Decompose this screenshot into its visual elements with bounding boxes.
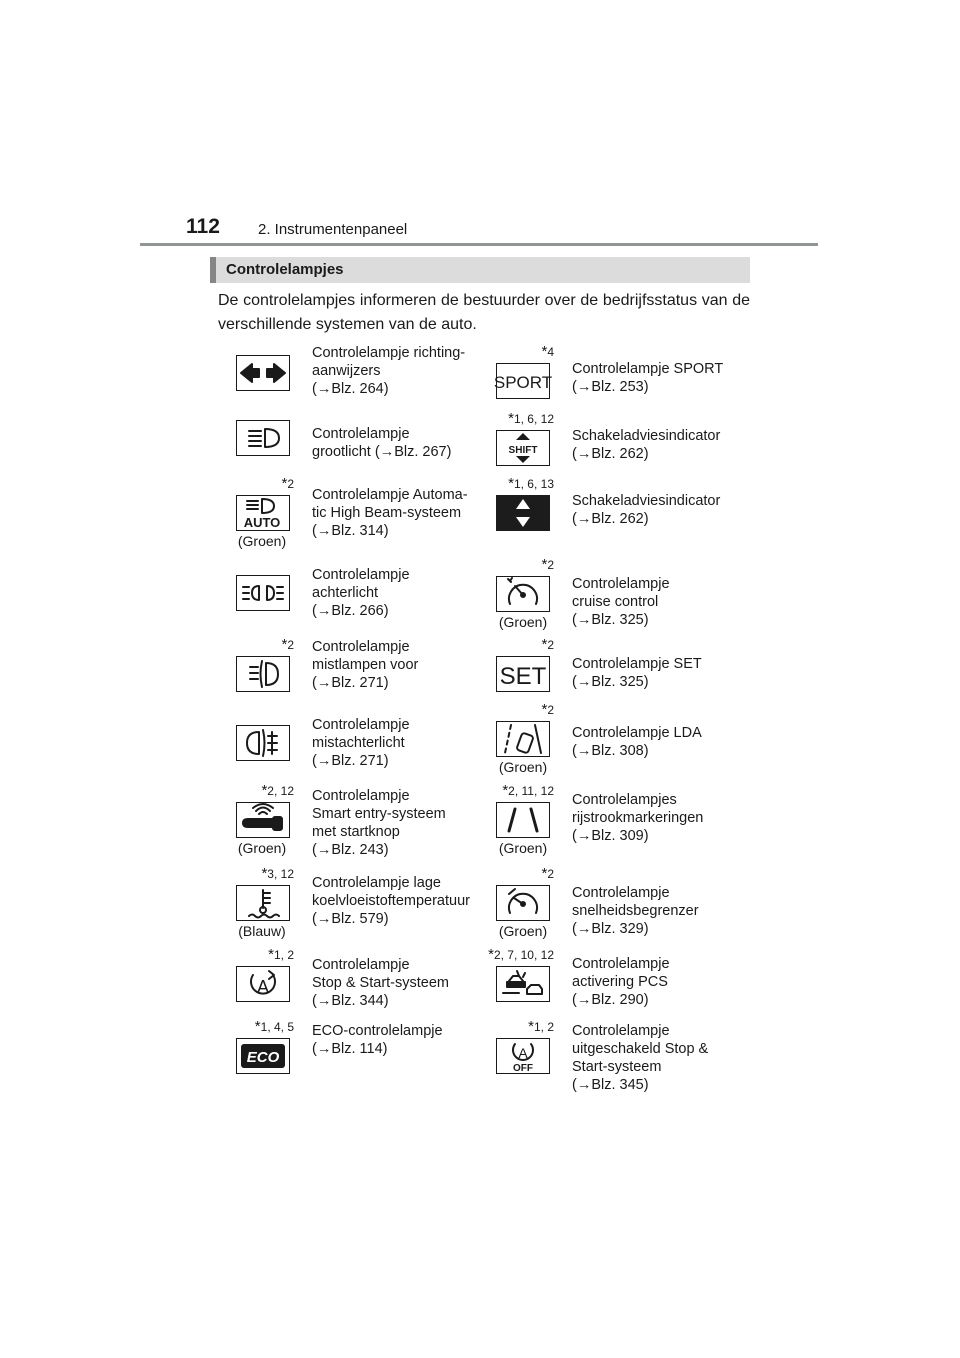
footnote-marker: *2 bbox=[281, 636, 294, 653]
section-title: Controlelampjes bbox=[226, 261, 344, 278]
svg-text:SET: SET bbox=[499, 663, 547, 690]
description-line: Controlelampje bbox=[572, 885, 670, 901]
svg-text:ECO: ECO bbox=[246, 1049, 280, 1066]
description-line: Schakeladviesindicator bbox=[572, 493, 721, 509]
svg-text:OFF: OFF bbox=[513, 1063, 533, 1074]
description-line: (→Blz. 345) bbox=[572, 1077, 649, 1093]
footnote-marker: *2 bbox=[541, 701, 554, 718]
indicator-color-note: (Groen) bbox=[498, 614, 548, 630]
footnote-marker: *2 bbox=[541, 865, 554, 882]
description-line: Controlelampje bbox=[572, 1023, 670, 1039]
svg-text:AUTO: AUTO bbox=[243, 515, 281, 530]
shift-indicator-description bbox=[572, 427, 720, 463]
pcs-indicator bbox=[496, 966, 550, 1002]
header-rule bbox=[140, 243, 818, 246]
cruise-control-icon bbox=[497, 577, 549, 611]
description-line: Start-systeem bbox=[572, 1059, 662, 1075]
tail-light-description bbox=[312, 566, 410, 620]
shift-indicator-dark-indicator bbox=[496, 495, 550, 531]
description-line: uitgeschakeld Stop & bbox=[572, 1041, 709, 1057]
svg-text:SHIFT: SHIFT bbox=[508, 445, 538, 456]
description-line: mistachterlicht bbox=[312, 735, 405, 751]
description-line: rijstrookmarkeringen bbox=[572, 810, 704, 826]
indicator-color-note: (Groen) bbox=[237, 533, 287, 549]
shift-indicator-indicator bbox=[496, 430, 550, 466]
svg-text:A: A bbox=[518, 1045, 528, 1061]
description-line: snelheidsbegrenzer bbox=[572, 903, 699, 919]
footnote-marker: *1, 6, 13 bbox=[508, 475, 554, 492]
footnote-marker: *2, 12 bbox=[261, 782, 294, 799]
eco-description bbox=[312, 1022, 443, 1058]
description-line: Controlelampje bbox=[312, 639, 410, 655]
high-beam-description bbox=[312, 425, 451, 461]
description-line: (→Blz. 325) bbox=[572, 674, 649, 690]
description-line: (→Blz. 243) bbox=[312, 842, 389, 858]
description-line: Controlelampje SET bbox=[572, 656, 702, 672]
description-line: (→Blz. 114) bbox=[312, 1041, 388, 1057]
turn-signal-description bbox=[312, 344, 465, 398]
tail-light-icon bbox=[237, 576, 289, 610]
indicator-color-note: (Groen) bbox=[237, 840, 287, 856]
set-description bbox=[572, 655, 702, 691]
indicator-color-note: (Groen) bbox=[498, 923, 548, 939]
footnote-marker: *3, 12 bbox=[261, 865, 294, 882]
description-line: (→Blz. 344) bbox=[312, 993, 389, 1009]
description-line: Controlelampje lage bbox=[312, 875, 441, 891]
description-line: ECO-controlelampje bbox=[312, 1023, 443, 1039]
section-heading-bar bbox=[210, 257, 750, 283]
description-line: (→Blz. 266) bbox=[312, 603, 389, 619]
footnote-marker: *2, 11, 12 bbox=[502, 782, 554, 799]
footnote-marker: *2 bbox=[541, 636, 554, 653]
auto-high-beam-icon bbox=[237, 496, 289, 530]
turn-signal-icon bbox=[237, 356, 289, 390]
high-beam-icon bbox=[237, 421, 289, 455]
page-number: 112 bbox=[186, 215, 220, 238]
shift-indicator-dark-icon bbox=[497, 496, 549, 530]
turn-signal-indicator bbox=[236, 355, 290, 391]
description-line: Controlelampje bbox=[572, 956, 670, 972]
description-line: (→Blz. 329) bbox=[572, 921, 649, 937]
speed-limiter-icon bbox=[497, 886, 549, 920]
rear-fog-description bbox=[312, 716, 410, 770]
stop-start-icon bbox=[237, 967, 289, 1001]
footnote-marker: *2 bbox=[281, 475, 294, 492]
coolant-temp-indicator bbox=[236, 885, 290, 921]
smart-entry-icon bbox=[237, 803, 289, 837]
smart-entry-indicator bbox=[236, 802, 290, 838]
stop-start-indicator bbox=[236, 966, 290, 1002]
footnote-marker: *1, 2 bbox=[268, 946, 294, 963]
sport-icon bbox=[493, 364, 553, 398]
description-line: Controlelampje bbox=[312, 788, 410, 804]
lda-indicator bbox=[496, 721, 550, 757]
front-fog-description bbox=[312, 638, 418, 692]
coolant-temp-description bbox=[312, 874, 470, 928]
cruise-control-indicator bbox=[496, 576, 550, 612]
svg-text:SPORT: SPORT bbox=[493, 373, 553, 392]
footnote-marker: *1, 6, 12 bbox=[508, 410, 554, 427]
description-line: Controlelampje bbox=[312, 426, 410, 442]
description-line: grootlicht (→Blz. 267) bbox=[312, 444, 452, 460]
lane-markings-icon bbox=[497, 803, 549, 837]
description-line: Controlelampje LDA bbox=[572, 725, 702, 741]
speed-limiter-indicator bbox=[496, 885, 550, 921]
description-line: (→Blz. 262) bbox=[572, 446, 649, 462]
smart-entry-description bbox=[312, 787, 446, 859]
section-accent bbox=[210, 257, 216, 283]
set-icon bbox=[497, 657, 549, 691]
speed-limiter-description bbox=[572, 884, 699, 938]
front-fog-icon bbox=[237, 657, 289, 691]
description-line: Controlelampje bbox=[312, 957, 410, 973]
description-line: achterlicht bbox=[312, 585, 379, 601]
description-line: koelvloeistoftemperatuur bbox=[312, 893, 470, 909]
indicator-color-note: (Blauw) bbox=[238, 923, 286, 939]
description-line: (→Blz. 325) bbox=[572, 612, 649, 628]
sport-indicator bbox=[493, 363, 553, 399]
tail-light-indicator bbox=[236, 575, 290, 611]
lda-description bbox=[572, 724, 702, 760]
footnote-marker: *1, 2 bbox=[528, 1018, 554, 1035]
pcs-description bbox=[572, 955, 670, 1009]
description-line: mistlampen voor bbox=[312, 657, 419, 673]
description-line: cruise control bbox=[572, 594, 659, 610]
description-line: Controlelampje bbox=[312, 717, 410, 733]
set-indicator bbox=[496, 656, 550, 692]
coolant-temp-icon bbox=[237, 886, 289, 920]
description-line: Stop & Start-systeem bbox=[312, 975, 449, 991]
auto-high-beam-description bbox=[312, 486, 468, 540]
chapter-title: 2. Instrumentenpaneel bbox=[258, 221, 408, 238]
description-line: Controlelampjes bbox=[572, 792, 677, 808]
shift-indicator-icon bbox=[497, 431, 549, 465]
description-line: met startknop bbox=[312, 824, 400, 840]
description-line: Controlelampje richting- bbox=[312, 345, 466, 361]
high-beam-indicator bbox=[236, 420, 290, 456]
auto-high-beam-indicator bbox=[236, 495, 290, 531]
stop-start-off-indicator bbox=[496, 1038, 550, 1074]
eco-icon bbox=[237, 1039, 289, 1073]
stop-start-off-description bbox=[572, 1022, 708, 1094]
description-line: Controlelampje Automa- bbox=[312, 487, 468, 503]
lane-markings-description bbox=[572, 791, 703, 845]
sport-description bbox=[572, 360, 723, 396]
eco-indicator bbox=[236, 1038, 290, 1074]
stop-start-description bbox=[312, 956, 449, 1010]
description-line: tic High Beam-systeem bbox=[312, 505, 462, 521]
footnote-marker: *4 bbox=[541, 343, 554, 360]
pcs-icon bbox=[497, 967, 549, 1001]
description-line: aanwijzers bbox=[312, 363, 381, 379]
footnote-marker: *1, 4, 5 bbox=[254, 1018, 294, 1035]
description-line: Smart entry-systeem bbox=[312, 806, 446, 822]
lane-markings-indicator bbox=[496, 802, 550, 838]
description-line: (→Blz. 264) bbox=[312, 381, 389, 397]
description-line: activering PCS bbox=[572, 974, 668, 990]
description-line: Controlelampje SPORT bbox=[572, 361, 724, 377]
svg-text:A: A bbox=[256, 977, 270, 997]
description-line: (→Blz. 579) bbox=[312, 911, 389, 927]
footnote-marker: *2, 7, 10, 12 bbox=[488, 946, 554, 963]
description-line: Schakeladviesindicator bbox=[572, 428, 721, 444]
indicator-color-note: (Groen) bbox=[498, 840, 548, 856]
description-line: (→Blz. 309) bbox=[572, 828, 649, 844]
rear-fog-icon bbox=[237, 726, 289, 760]
description-line: Controlelampje bbox=[572, 576, 670, 592]
intro-paragraph: De controlelampjes informeren de bestuurder over de bedrijfsstatus van de verschillende systemen van de auto. bbox=[218, 292, 750, 333]
cruise-control-description bbox=[572, 575, 670, 629]
lda-icon bbox=[497, 722, 549, 756]
description-line: (→Blz. 271) bbox=[312, 753, 389, 769]
description-line: (→Blz. 253) bbox=[572, 379, 649, 395]
description-line: (→Blz. 314) bbox=[312, 523, 389, 539]
description-line: (→Blz. 290) bbox=[572, 992, 649, 1008]
description-line: Controlelampje bbox=[312, 567, 410, 583]
front-fog-indicator bbox=[236, 656, 290, 692]
rear-fog-indicator bbox=[236, 725, 290, 761]
indicator-color-note: (Groen) bbox=[498, 759, 548, 775]
description-line: (→Blz. 271) bbox=[312, 675, 389, 691]
footnote-marker: *2 bbox=[541, 556, 554, 573]
shift-indicator-dark-description bbox=[572, 492, 720, 528]
stop-start-off-icon bbox=[497, 1039, 549, 1073]
description-line: (→Blz. 308) bbox=[572, 743, 649, 759]
description-line: (→Blz. 262) bbox=[572, 511, 649, 527]
